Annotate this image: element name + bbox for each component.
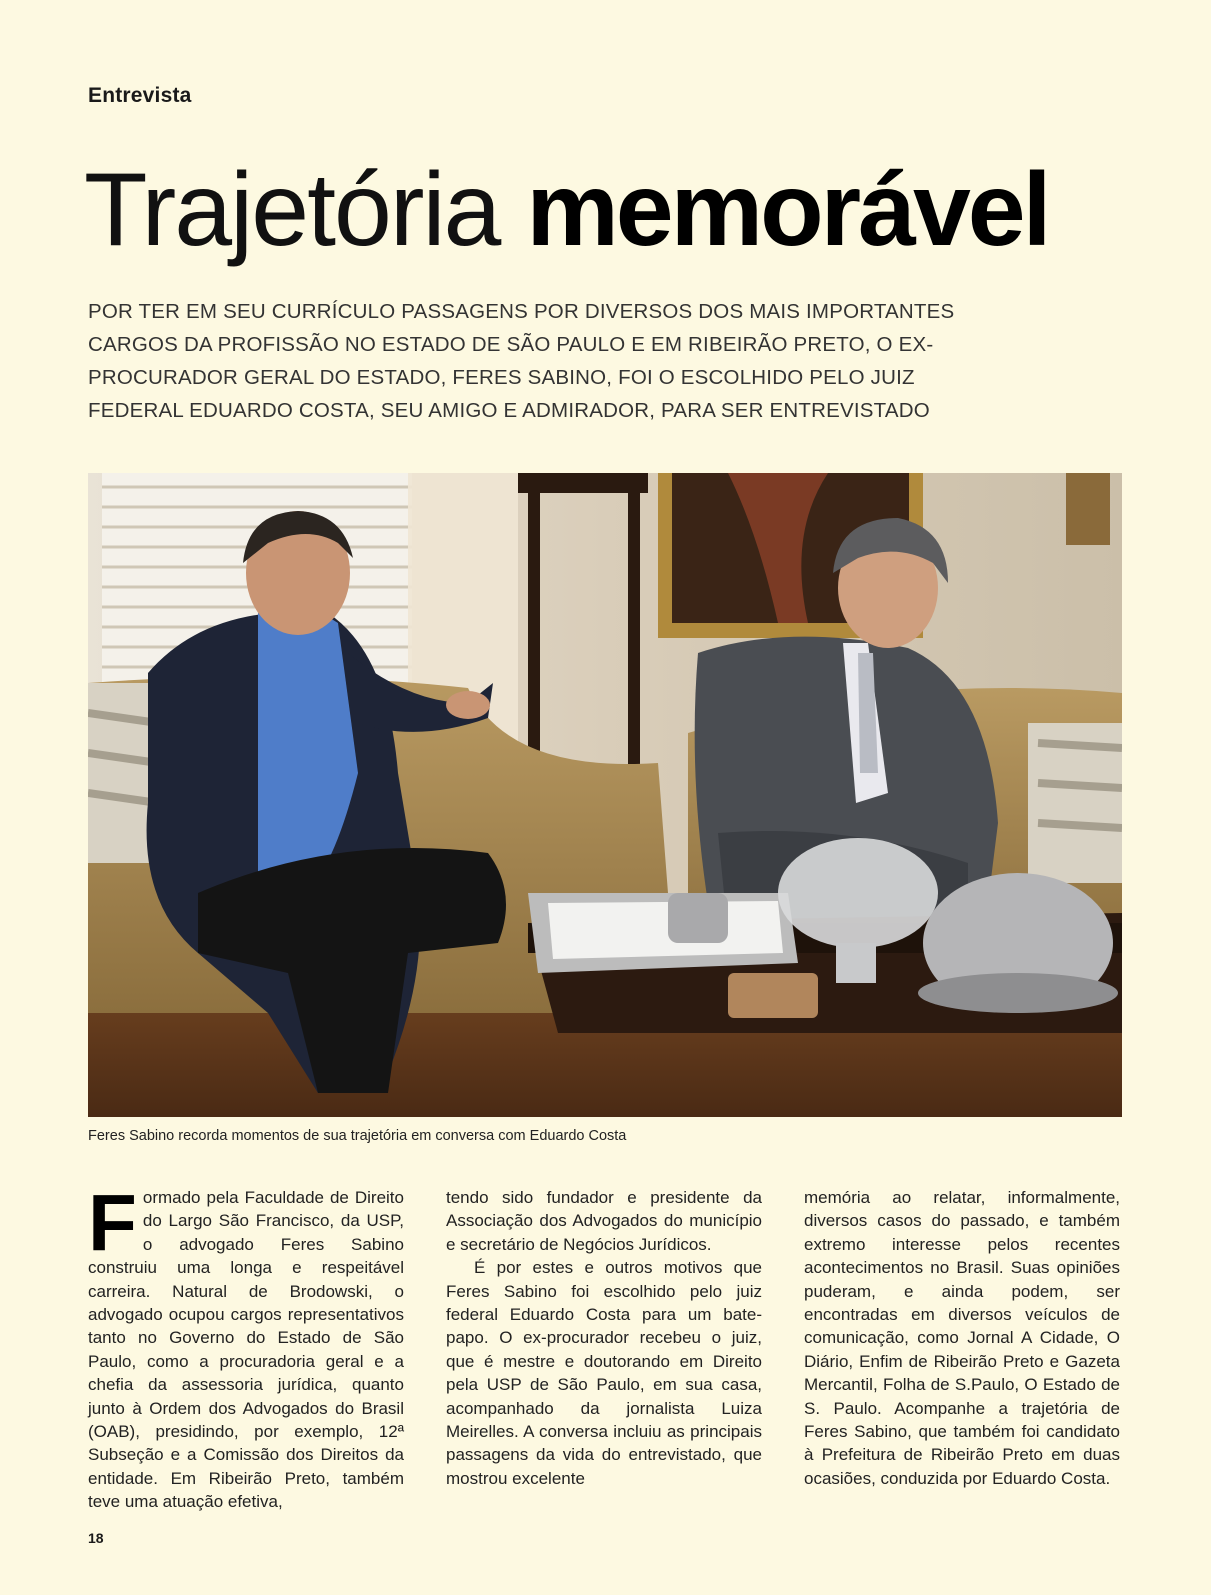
headline	[84, 140, 1049, 280]
page-number: 18	[88, 1530, 104, 1546]
article-body	[88, 1178, 1122, 1512]
article-paragraph: É por estes e outros motivos que Feres Sabino foi escolhido pelo juiz federal Eduardo Costa para um bate-papo. O ex-procurador recebeu o juiz, que é mestre e doutorando em Direito pela USP de São Paulo, em sua casa, acompanhado da jornalista Luiza Meirelles. A conversa incluiu as principais passagens da vida do entrevistado, que mostrou excelente	[446, 1258, 762, 1488]
article-paragraph: ormado pela Faculdade de Direito do Largo São Francisco, da USP, o advogado Feres Sabino construiu uma longa e respeitável carreira. Natural de Brodowski, o advogado ocupou cargos representativos tanto no Governo do Estado de São Paulo, como a procuradoria geral e a chefia da assessoria jurídica, quanto junto à Ordem dos Advogados do Brasil (OAB), presidindo, por exemplo, 12ª Subseção e a Comissão dos Direitos da entidade. Em Ribeirão Preto, também teve uma atuação efetiva,	[88, 1188, 404, 1512]
interview-photo	[88, 473, 1122, 1117]
article-column-1	[88, 1178, 404, 1512]
article-paragraph: memória ao relatar, informalmente, diversos casos do passado, e também extremo interesse pelos recentes acontecimentos no Brasil. Suas opiniões puderam, e ainda podem, ser encontradas em diversos veículos de comunicação, como Jornal A Cidade, O Diário, Enfim de Ribeirão Preto e Gazeta Mercantil, Folha de S.Paulo, O Estado de S. Paulo. Acompanhe a trajetória de Feres Sabino, que também foi candidato à Prefeitura de Ribeirão Preto em duas ocasiões, conduzida por Eduardo Costa.	[804, 1188, 1120, 1488]
headline-bold: memorável	[526, 152, 1049, 268]
lead-paragraph: POR TER EM SEU CURRÍCULO PASSAGENS POR DIVERSOS DOS MAIS IMPORTANTES CARGOS DA PROFISSÃO NO ESTADO DE SÃO PAULO E EM RIBEIRÃO PRETO, O EX-PROCURADOR GERAL DO ESTADO, FERES SABINO, FOI O ESCOLHIDO PELO JUIZ FEDERAL EDUARDO COSTA, SEU AMIGO E ADMIRADOR, PARA SER ENTREVISTADO	[88, 300, 955, 422]
headline-light: Trajetória	[84, 152, 500, 268]
article-column-2	[446, 1186, 762, 1506]
photo-caption: Feres Sabino recorda momentos de sua trajetória em conversa com Eduardo Costa	[88, 1128, 627, 1144]
dropcap: F	[88, 1178, 137, 1267]
article-column-3	[804, 1186, 1120, 1506]
article-paragraph: tendo sido fundador e presidente da Associação dos Advogados do município e secretário de Negócios Jurídicos.	[446, 1188, 762, 1254]
section-label: Entrevista	[88, 84, 192, 107]
